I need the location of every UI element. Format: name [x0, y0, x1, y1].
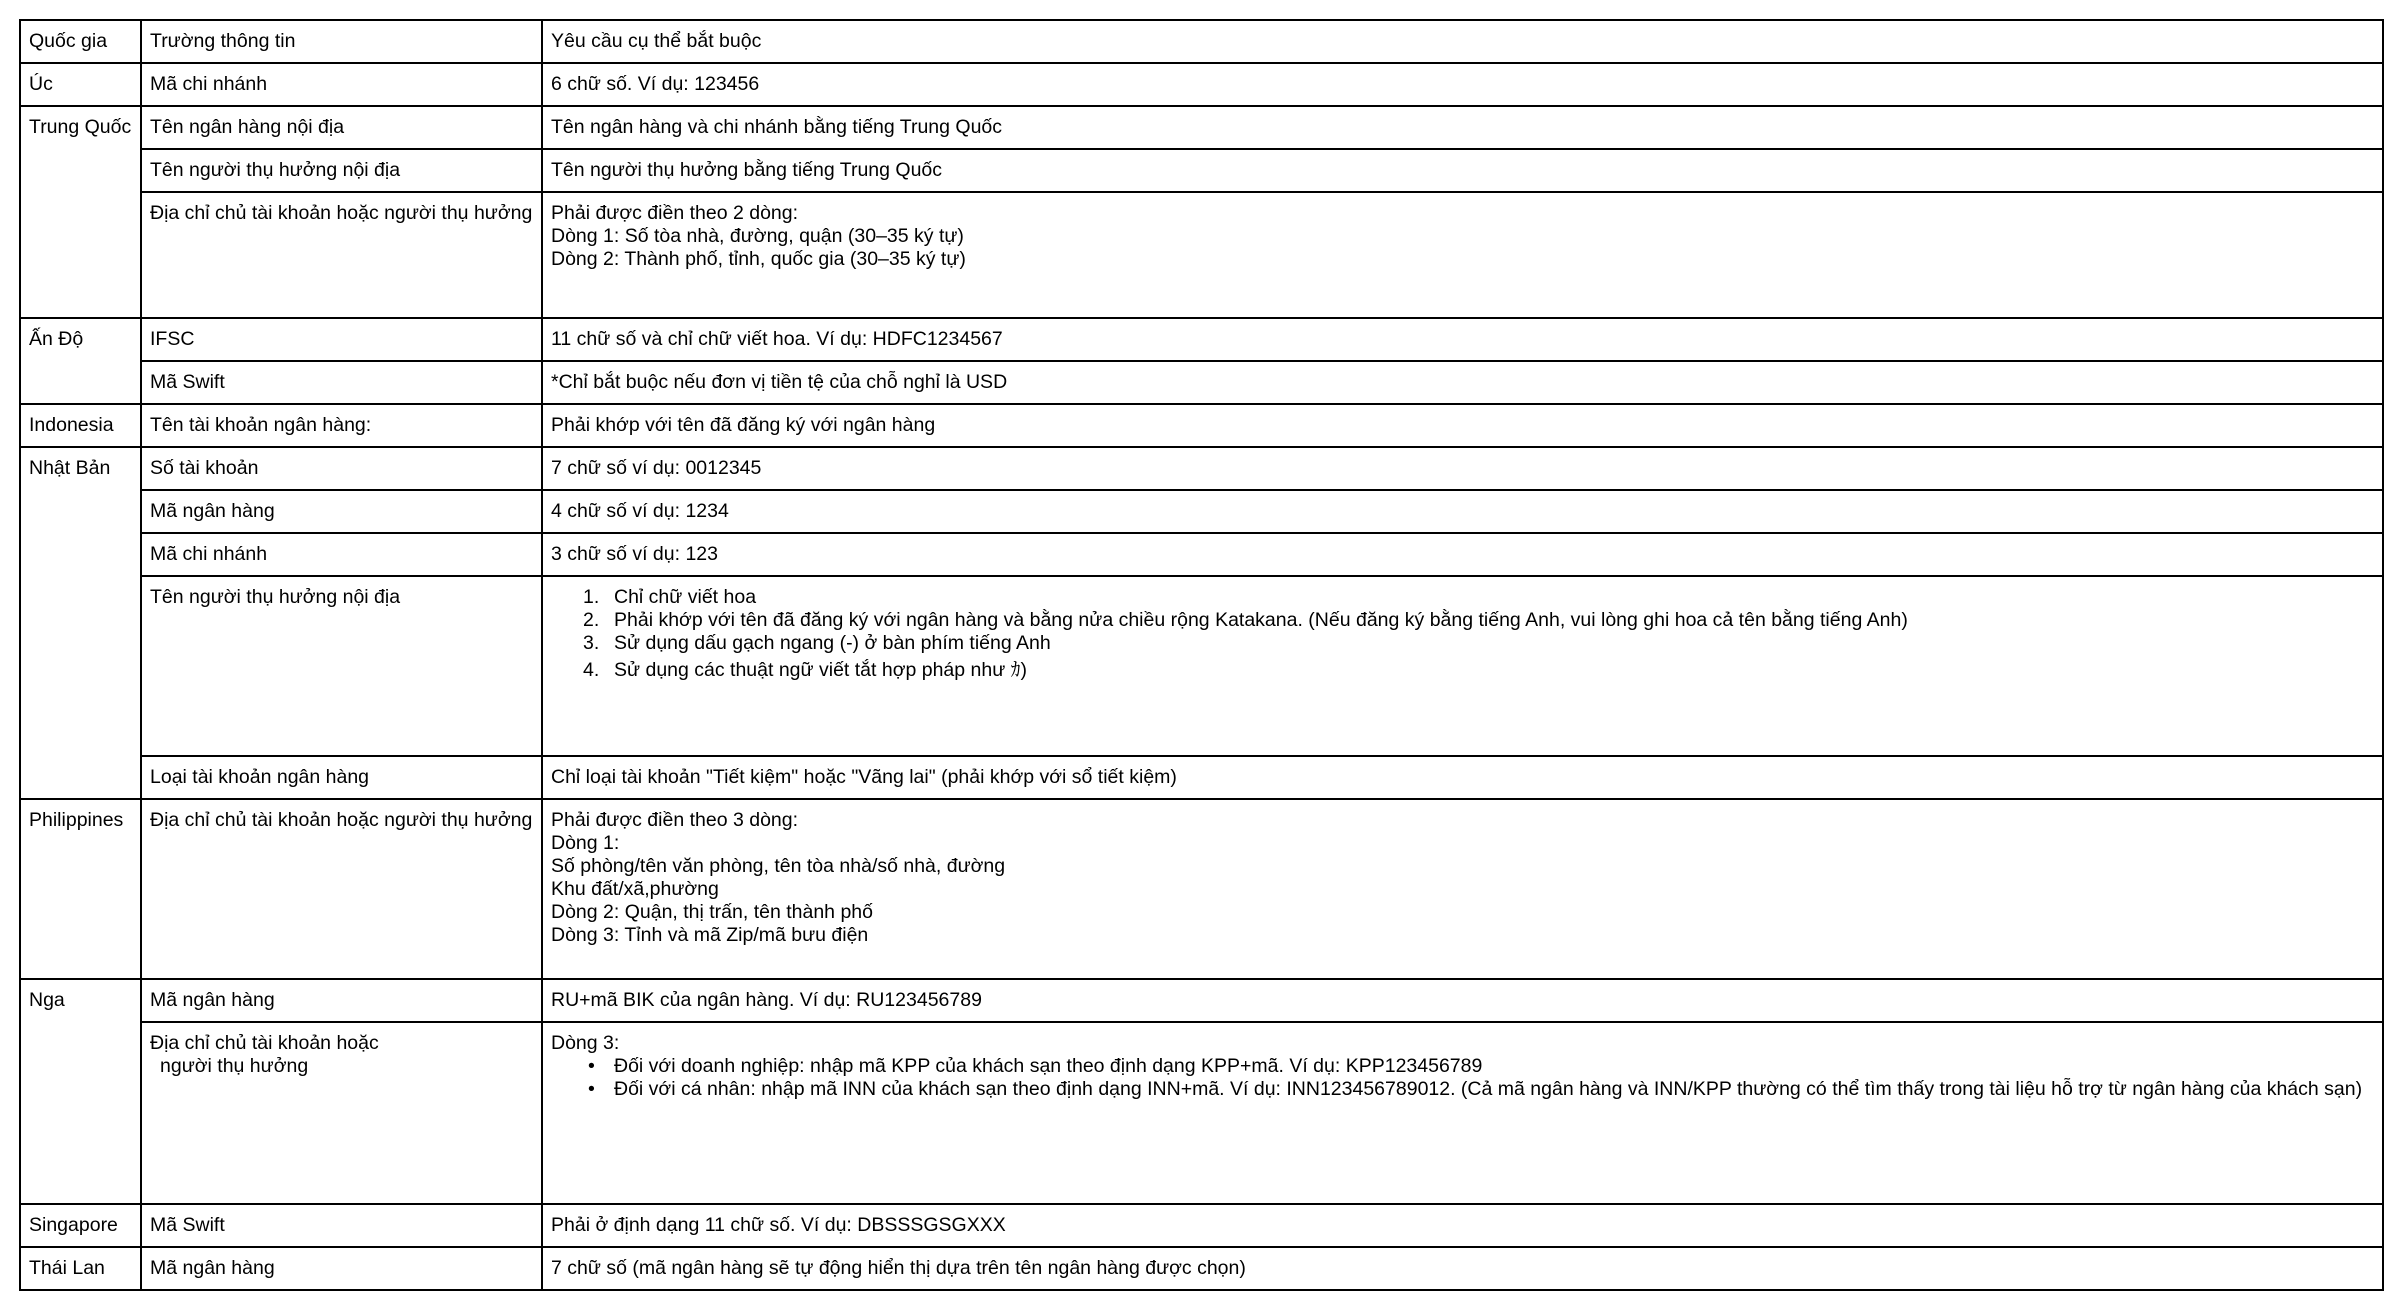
list-item-text: Đối với cá nhân: nhập mã INN của khách sạn theo định dạng INN+mã. Ví dụ: INN123456789012. (Cả mã ngân hàng và INN/KPP thường có thể tìm thấy trong tài liệu hỗ trợ từ ngân hàng của khách sạn)	[614, 1078, 2363, 1100]
field-cell: Mã ngân hàng	[141, 979, 542, 1022]
table-row-india	[20, 318, 2383, 361]
table-row-singapore	[20, 1204, 2383, 1247]
country-cell: Thái Lan	[20, 1247, 141, 1290]
list-number: 4.	[583, 659, 600, 681]
requirement-cell: 7 chữ số ví dụ: 0012345	[542, 447, 2383, 490]
field-cell: Mã Swift	[141, 361, 542, 404]
table-row	[20, 361, 2383, 404]
table-row	[20, 1022, 2383, 1204]
table-row-thailand	[20, 1247, 2383, 1290]
requirement-cell: Chỉ loại tài khoản "Tiết kiệm" hoặc "Vãng lai" (phải khớp với sổ tiết kiệm)	[542, 756, 2383, 799]
header-row	[20, 20, 2383, 63]
list-number: 1.	[583, 586, 600, 608]
list-item-text: Chỉ chữ viết hoa	[614, 586, 757, 608]
table-row	[20, 756, 2383, 799]
field-cell: Mã ngân hàng	[141, 490, 542, 533]
field-cell: Địa chỉ chủ tài khoản hoặc người thụ hưởng	[141, 799, 542, 979]
requirement-cell: 11 chữ số và chỉ chữ viết hoa. Ví dụ: HDFC1234567	[542, 318, 2383, 361]
requirement-line: Số phòng/tên văn phòng, tên tòa nhà/số nhà, đường	[551, 855, 1006, 877]
requirement-line: Dòng 3: Tỉnh và mã Zip/mã bưu điện	[551, 924, 869, 946]
requirement-line: Dòng 1: Số tòa nhà, đường, quận (30–35 ký tự)	[551, 225, 964, 247]
field-cell: Tên người thụ hưởng nội địa	[141, 149, 542, 192]
requirement-cell: Tên ngân hàng và chi nhánh bằng tiếng Trung Quốc	[542, 106, 2383, 149]
list-item	[551, 659, 2374, 682]
table-row	[20, 192, 2383, 318]
header-country: Quốc gia	[20, 20, 141, 63]
requirement-cell: RU+mã BIK của ngân hàng. Ví dụ: RU123456789	[542, 979, 2383, 1022]
field-cell	[141, 1022, 542, 1204]
list-item-text: Phải khớp với tên đã đăng ký với ngân hàng và bằng nửa chiều rộng Katakana. (Nếu đăng ký bằng tiếng Anh, vui lòng ghi hoa cả tên bằng tiếng Anh)	[614, 609, 1908, 631]
requirement-line: Dòng 2: Thành phố, tỉnh, quốc gia (30–35 ký tự)	[551, 248, 966, 270]
list-item	[551, 1055, 2374, 1078]
requirement-cell: 6 chữ số. Ví dụ: 123456	[542, 63, 2383, 106]
requirement-line: Dòng 3:	[551, 1032, 620, 1054]
country-cell: Singapore	[20, 1204, 141, 1247]
field-cell: Tên tài khoản ngân hàng:	[141, 404, 542, 447]
country-cell: Úc	[20, 63, 141, 106]
header-field: Trường thông tin	[141, 20, 542, 63]
requirement-line: Dòng 2: Quận, thị trấn, tên thành phố	[551, 901, 873, 923]
table-row-china	[20, 106, 2383, 149]
list-item	[551, 586, 2374, 609]
list-number: 3.	[583, 632, 600, 654]
field-line: Địa chỉ chủ tài khoản hoặc	[150, 1032, 379, 1054]
table-row-indonesia	[20, 404, 2383, 447]
bullet-icon: •	[588, 1055, 595, 1077]
field-cell: Loại tài khoản ngân hàng	[141, 756, 542, 799]
bullet-icon: •	[588, 1078, 595, 1100]
requirement-cell: 7 chữ số (mã ngân hàng sẽ tự động hiển thị dựa trên tên ngân hàng được chọn)	[542, 1247, 2383, 1290]
requirement-cell: Phải ở định dạng 11 chữ số. Ví dụ: DBSSSGSGXXX	[542, 1204, 2383, 1247]
table-row-russia	[20, 979, 2383, 1022]
list-item	[551, 1078, 2374, 1101]
table-row-australia	[20, 63, 2383, 106]
requirement-cell: Tên người thụ hưởng bằng tiếng Trung Quốc	[542, 149, 2383, 192]
field-cell: Mã ngân hàng	[141, 1247, 542, 1290]
country-cell: Philippines	[20, 799, 141, 979]
list-item	[551, 609, 2374, 632]
requirement-line: Phải được điền theo 2 dòng:	[551, 202, 799, 224]
list-item-text: Đối với doanh nghiệp: nhập mã KPP của khách sạn theo định dạng KPP+mã. Ví dụ: KPP123456789	[614, 1055, 1483, 1077]
field-cell: Số tài khoản	[141, 447, 542, 490]
table-row	[20, 576, 2383, 756]
requirement-cell	[542, 799, 2383, 979]
field-cell: Tên ngân hàng nội địa	[141, 106, 542, 149]
numbered-list	[551, 586, 2374, 682]
field-line: người thụ hưởng	[160, 1055, 309, 1077]
field-cell: Mã chi nhánh	[141, 63, 542, 106]
bank-requirements-table	[19, 19, 2384, 1291]
field-cell: Mã Swift	[141, 1204, 542, 1247]
table-row-philippines	[20, 799, 2383, 979]
requirement-cell	[542, 192, 2383, 318]
country-cell: Indonesia	[20, 404, 141, 447]
country-cell: Ấn Độ	[20, 318, 141, 404]
table-row	[20, 490, 2383, 533]
requirement-line: Khu đất/xã,phường	[551, 878, 719, 900]
requirement-cell	[542, 1022, 2383, 1204]
requirement-line: Dòng 1:	[551, 832, 620, 854]
requirement-line: Phải được điền theo 3 dòng:	[551, 809, 799, 831]
table-row-japan	[20, 447, 2383, 490]
field-cell: IFSC	[141, 318, 542, 361]
country-cell: Nga	[20, 979, 141, 1204]
bullet-list	[551, 1055, 2374, 1101]
field-cell: Tên người thụ hưởng nội địa	[141, 576, 542, 756]
list-item	[551, 632, 2374, 655]
list-item-text: Sử dụng dấu gạch ngang (-) ở bàn phím tiếng Anh	[614, 632, 1051, 654]
requirement-cell: 4 chữ số ví dụ: 1234	[542, 490, 2383, 533]
list-item-text: Sử dụng các thuật ngữ viết tắt hợp pháp như ｶ)	[614, 659, 1027, 681]
field-cell: Mã chi nhánh	[141, 533, 542, 576]
requirement-cell	[542, 576, 2383, 756]
header-requirement: Yêu cầu cụ thể bắt buộc	[542, 20, 2383, 63]
list-number: 2.	[583, 609, 600, 631]
requirement-cell: *Chỉ bắt buộc nếu đơn vị tiền tệ của chỗ nghỉ là USD	[542, 361, 2383, 404]
table-row	[20, 533, 2383, 576]
field-cell: Địa chỉ chủ tài khoản hoặc người thụ hưởng	[141, 192, 542, 318]
country-cell: Trung Quốc	[20, 106, 141, 318]
requirement-cell: Phải khớp với tên đã đăng ký với ngân hàng	[542, 404, 2383, 447]
country-cell: Nhật Bản	[20, 447, 141, 799]
table-row	[20, 149, 2383, 192]
requirement-cell: 3 chữ số ví dụ: 123	[542, 533, 2383, 576]
